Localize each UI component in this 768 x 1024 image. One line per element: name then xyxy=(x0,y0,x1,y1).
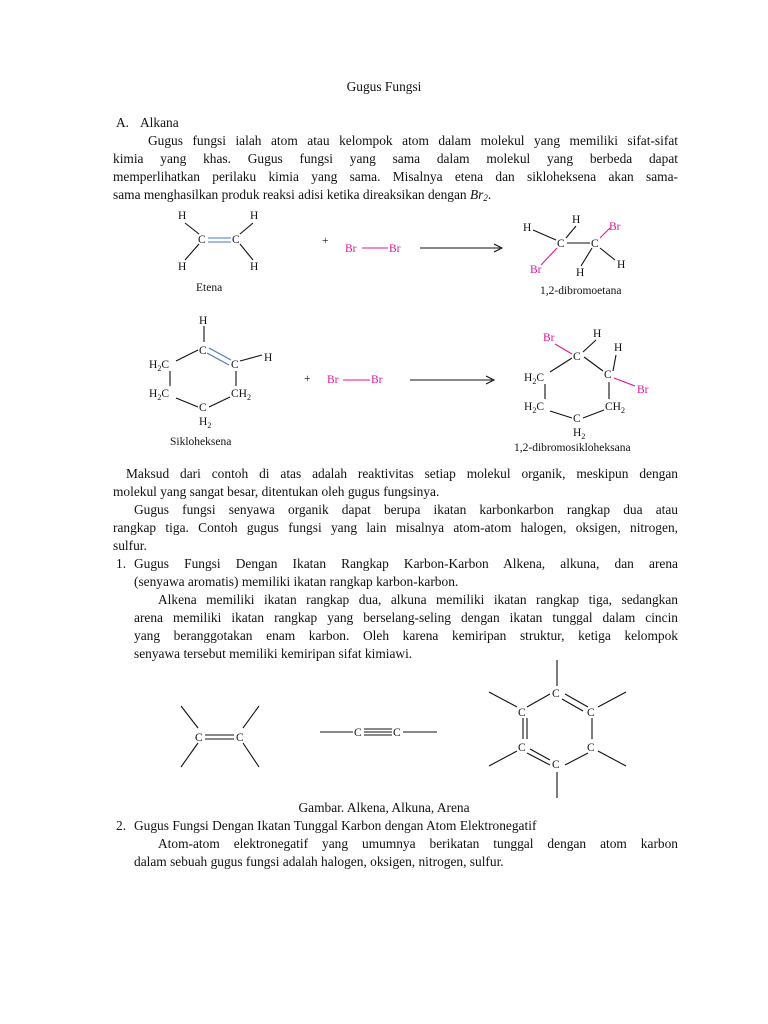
svg-text:C: C xyxy=(587,707,595,719)
dbe-br2: Br xyxy=(530,264,542,276)
etena-c2: C xyxy=(232,234,240,246)
item1-number: 1. xyxy=(116,556,127,571)
dbe-c1: C xyxy=(557,238,565,250)
etena-h3: H xyxy=(178,261,187,273)
para2-line-3: sulfur. xyxy=(113,538,147,553)
item2-number: 2. xyxy=(116,818,127,833)
item1-heading-line-1: Gugus Fungsi Dengan Ikatan Rangkap Karbon-Karbon Alkena, alkuna, dan arena xyxy=(134,556,678,571)
intro-line-2: kimia yang khas. Gugus fungsi yang sama dalam molekul yang berbeda dapat xyxy=(113,151,678,166)
dbc-ch2: $CH_2$ xyxy=(605,401,625,415)
svg-text:C: C xyxy=(195,732,203,744)
etena-c1: C xyxy=(198,234,206,246)
figure-caption: Gambar. Alkena, Alkuna, Arena xyxy=(298,800,470,815)
svg-text:C: C xyxy=(552,688,560,700)
plus-sign-2: + xyxy=(304,373,311,385)
dbe-h2: H xyxy=(572,214,581,226)
cyc-h2c-1: $H_2C$ xyxy=(149,359,169,373)
dbc-br2: Br xyxy=(637,384,649,396)
intro-line-3: memperlihatkan perilaku kimia yang sama. Misalnya etena dan sikloheksena akan sama- xyxy=(113,169,678,184)
svg-text:C: C xyxy=(552,759,560,771)
dbc-h2-bottom: $H_2$ xyxy=(573,427,586,441)
dbc-h1: H xyxy=(593,328,602,340)
dbc-br1: Br xyxy=(543,332,555,344)
intro-line-1: Gugus fungsi ialah atom atau kelompok atom dalam molekul yang memiliki sifat-sifat xyxy=(148,133,678,148)
item2-body-line-2: dalam sebuah gugus fungsi adalah halogen, oksigen, nitrogen, sulfur. xyxy=(134,854,504,869)
dbc-c6: C xyxy=(573,413,581,425)
para1-line-1: Maksud dari contoh di atas adalah reaktivitas setiap molekul organik, meskipun dengan xyxy=(126,466,678,481)
cyc-h-right: H xyxy=(264,352,273,364)
item1-heading-line-2: (senyawa aromatis) memiliki ikatan rangkap karbon-karbon. xyxy=(134,574,459,589)
dbc-h2: H xyxy=(614,342,623,354)
svg-text:C: C xyxy=(587,742,595,754)
br2-atom-3: Br xyxy=(327,374,339,386)
etena-h2: H xyxy=(250,210,259,222)
item1-body-line-2: arena memiliki ikatan rangkap yang berselang-seling dengan ikatan tunggal dalam cincin xyxy=(134,610,678,625)
svg-text:C: C xyxy=(518,707,526,719)
alkene-structure xyxy=(181,706,259,767)
page-title: Gugus Fungsi xyxy=(346,79,422,94)
item1-body-line-3: yang beranggotakan enam karbon. Oleh karena kemiripan struktur, ketiga kelompok xyxy=(134,628,678,643)
plus-sign-1: + xyxy=(322,235,329,247)
dbc-label: 1,2-dibromosikloheksana xyxy=(514,442,631,454)
svg-text:C: C xyxy=(354,727,362,739)
cyc-h2c-2: $H_2C$ xyxy=(149,388,169,402)
svg-text:C: C xyxy=(518,742,526,754)
item2-body-line-1: Atom-atom elektronegatif yang umumnya berikatan tunggal dengan atom karbon xyxy=(158,836,678,851)
br2-atom-1: Br xyxy=(345,243,357,255)
para2-line-2: rangkap tiga. Contoh gugus fungsi yang lain misalnya atom-atom halogen, oksigen, nitrogen, xyxy=(113,520,678,535)
para2-line-1: Gugus fungsi senyawa organik dapat berupa ikatan karbonkarbon rangkap dua atau xyxy=(134,502,678,517)
etena-h4: H xyxy=(250,261,259,273)
section-a-marker: A. xyxy=(116,115,130,130)
bromine-formula: $Br_2$ xyxy=(470,187,488,203)
item1-body-line-4: senyawa tersebut memiliki kemiripan sifat kimiawi. xyxy=(134,646,413,661)
dbc-c1: C xyxy=(573,351,581,363)
cyc-h2-bottom: $H_2$ xyxy=(199,416,212,430)
cyc-c1: C xyxy=(199,345,207,357)
item2-heading: Gugus Fungsi Dengan Ikatan Tunggal Karbon dengan Atom Elektronegatif xyxy=(134,818,537,833)
br2-atom-2: Br xyxy=(389,243,401,255)
arene-structure xyxy=(489,660,626,798)
intro-line-4: sama menghasilkan produk reaksi adisi ketika direaksikan dengan $Br_2$. xyxy=(113,187,492,203)
etena-label: Etena xyxy=(196,282,223,294)
intro-line-4-text: sama menghasilkan produk reaksi adisi ketika direaksikan dengan xyxy=(113,187,467,202)
dbc-h2c-1: $H_2C$ xyxy=(524,372,544,386)
dbe-h4: H xyxy=(617,259,626,271)
etena-h1: H xyxy=(178,210,187,222)
cyc-h-top: H xyxy=(199,315,208,327)
dbe-h1: H xyxy=(523,222,532,234)
item1-body-line-1: Alkena memiliki ikatan rangkap dua, alkuna memiliki ikatan rangkap tiga, sedangkan xyxy=(158,592,678,607)
dbc-c2: C xyxy=(604,369,612,381)
dbe-br1: Br xyxy=(609,221,621,233)
dbe-h3: H xyxy=(576,267,585,279)
cyc-c6: C xyxy=(199,402,207,414)
cyc-ch2: $CH_2$ xyxy=(231,388,251,402)
para1-line-2: molekul yang sangat besar, ditentukan oleh gugus fungsinya. xyxy=(113,484,440,499)
sikloheksena-label: Sikloheksena xyxy=(170,436,232,448)
br2-atom-4: Br xyxy=(371,374,383,386)
svg-text:C: C xyxy=(393,727,401,739)
alkyne-structure xyxy=(320,727,437,739)
svg-text:C: C xyxy=(236,732,244,744)
dbe-c2: C xyxy=(591,238,599,250)
dbc-h2c-2: $H_2C$ xyxy=(524,401,544,415)
cyc-c2: C xyxy=(231,359,239,371)
dbe-label: 1,2-dibromoetana xyxy=(540,285,622,297)
section-a-heading: Alkana xyxy=(140,115,179,130)
